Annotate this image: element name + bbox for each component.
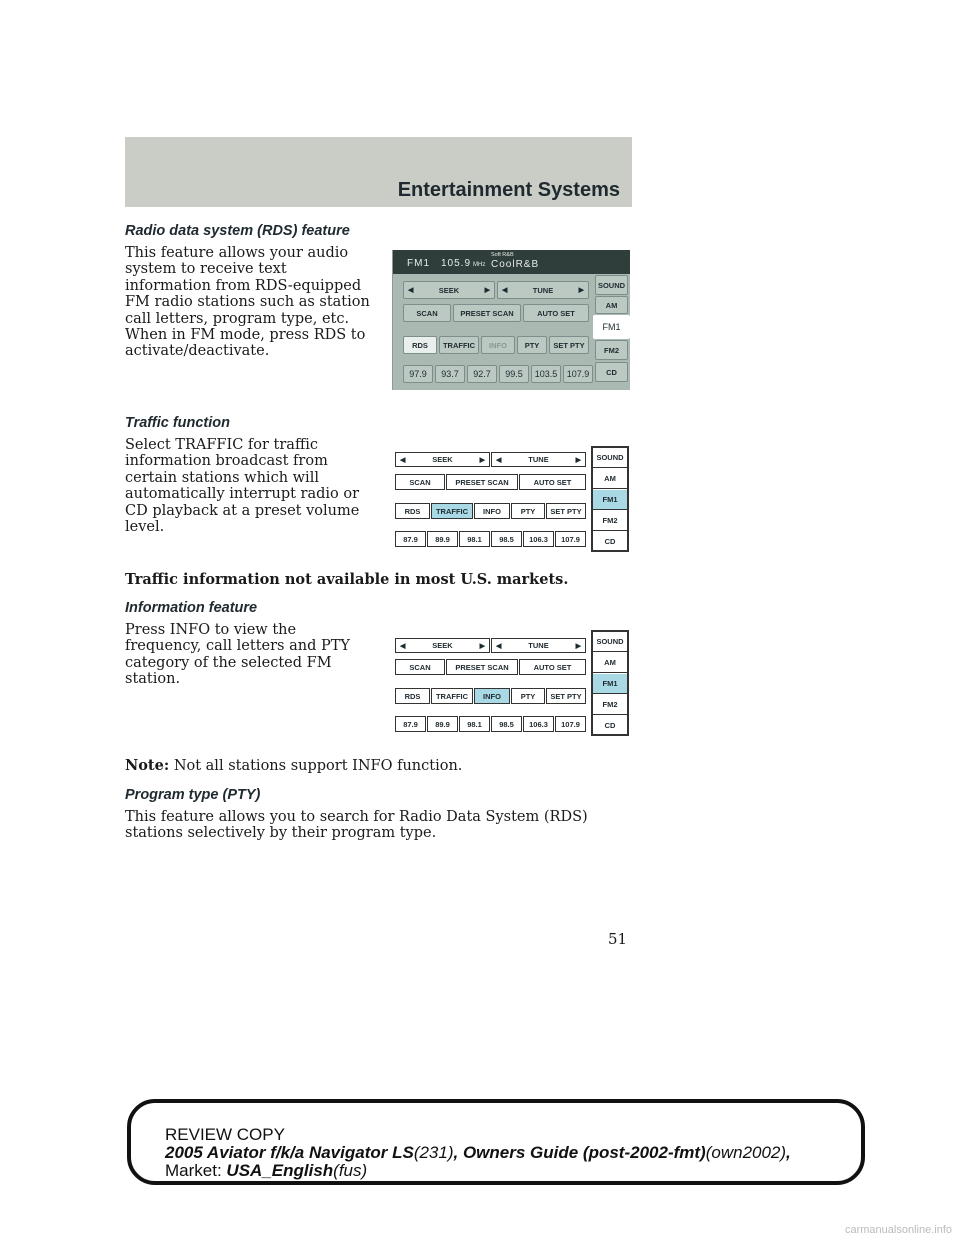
- tune-button[interactable]: ◀ TUNE ▶: [491, 452, 586, 467]
- fm1-button[interactable]: FM1: [593, 674, 627, 694]
- preset-button-3[interactable]: 92.7: [467, 365, 497, 383]
- preset-scan-button[interactable]: PRESET SCAN: [446, 474, 518, 490]
- info-radio-display: [395, 630, 631, 736]
- preset-button-6[interactable]: 107.9: [555, 531, 586, 547]
- model-name: 2005 Aviator f/k/a Navigator LS: [165, 1143, 414, 1162]
- preset-button-2[interactable]: 89.9: [427, 716, 458, 732]
- footer-market-line: [165, 1161, 367, 1181]
- rds-body: This feature allows your audio system to receive text information from RDS-equipped FM radio stations such as station call letters, program type, etc. When in FM mode, press RDS to activate/deactivate.: [125, 245, 370, 360]
- traffic-body: Select TRAFFIC for traffic information broadcast from certain stations which will automatically interrupt radio or CD playback at a preset volume level.: [125, 437, 360, 536]
- info-note: [125, 758, 630, 774]
- scan-button[interactable]: SCAN: [395, 659, 445, 675]
- seek-button[interactable]: ◀ SEEK ▶: [395, 638, 490, 653]
- traffic-note: Traffic information not available in most U.S. markets.: [125, 571, 569, 588]
- preset-button-4[interactable]: 99.5: [499, 365, 529, 383]
- page-header-band: [125, 137, 632, 207]
- tune-button[interactable]: ◀ TUNE ▶: [497, 281, 589, 299]
- traffic-button[interactable]: TRAFFIC: [439, 336, 479, 354]
- fm1-button[interactable]: FM1: [593, 490, 627, 510]
- cd-button[interactable]: CD: [595, 362, 628, 382]
- preset-button-1[interactable]: 87.9: [395, 531, 426, 547]
- footer-model-line: 2005 Aviator f/k/a Navigator LS(231), Owners Guide (post-2002-fmt)(own2002),: [165, 1143, 791, 1162]
- preset-button-3[interactable]: 98.1: [459, 531, 490, 547]
- preset-button-4[interactable]: 98.5: [491, 531, 522, 547]
- traffic-button[interactable]: TRAFFIC: [431, 688, 473, 704]
- pty-button[interactable]: PTY: [517, 336, 547, 354]
- sound-button[interactable]: SOUND: [593, 632, 627, 652]
- seek-button[interactable]: ◀ SEEK ▶: [395, 452, 490, 467]
- frequency-unit: MHz: [473, 262, 486, 268]
- tune-button[interactable]: ◀ TUNE ▶: [491, 638, 586, 653]
- am-button[interactable]: AM: [595, 296, 628, 314]
- auto-set-button[interactable]: AUTO SET: [523, 304, 589, 322]
- band-label: FM1: [407, 258, 430, 269]
- site-watermark: carmanualsonline.info: [844, 1224, 952, 1236]
- preset-button-1[interactable]: 87.9: [395, 716, 426, 732]
- rds-button[interactable]: RDS: [395, 503, 430, 519]
- pty-body: This feature allows you to search for Radio Data System (RDS) stations selectively by their program type.: [125, 809, 588, 842]
- preset-scan-button[interactable]: PRESET SCAN: [446, 659, 518, 675]
- side-panel: [591, 446, 629, 552]
- preset-button-4[interactable]: 98.5: [491, 716, 522, 732]
- page-number: 51: [608, 930, 628, 948]
- info-button[interactable]: INFO: [481, 336, 515, 354]
- scan-button[interactable]: SCAN: [395, 474, 445, 490]
- am-button[interactable]: AM: [593, 469, 627, 489]
- sound-button[interactable]: SOUND: [595, 275, 628, 295]
- info-body: Press INFO to view the frequency, call letters and PTY category of the selected FM station.: [125, 622, 350, 688]
- model-code: (231): [413, 1143, 454, 1162]
- preset-button-1[interactable]: 97.9: [403, 365, 433, 383]
- traffic-radio-display: [395, 446, 631, 552]
- market-code: (fus): [333, 1161, 368, 1180]
- guide-code: (own2002): [705, 1143, 787, 1162]
- rds-heading: Radio data system (RDS) feature: [125, 223, 350, 239]
- preset-button-5[interactable]: 106.3: [523, 716, 554, 732]
- market-name: USA_English: [226, 1161, 334, 1180]
- preset-button-2[interactable]: 93.7: [435, 365, 465, 383]
- pty-heading: Program type (PTY): [125, 787, 261, 803]
- sound-button[interactable]: SOUND: [593, 448, 627, 468]
- cd-button[interactable]: CD: [593, 716, 627, 734]
- pty-button[interactable]: PTY: [511, 688, 545, 704]
- fm1-button[interactable]: FM1: [593, 315, 630, 339]
- note-label: Note:: [125, 757, 170, 774]
- set-pty-button[interactable]: SET PTY: [546, 503, 586, 519]
- review-copy-label: REVIEW COPY: [165, 1125, 285, 1144]
- radio-status-bar: [393, 250, 630, 274]
- side-panel: [591, 630, 629, 736]
- rds-button[interactable]: RDS: [403, 336, 437, 354]
- preset-button-2[interactable]: 89.9: [427, 531, 458, 547]
- pty-button[interactable]: PTY: [511, 503, 545, 519]
- page-title: Entertainment Systems: [397, 179, 620, 201]
- cd-button[interactable]: CD: [593, 532, 627, 550]
- set-pty-button[interactable]: SET PTY: [549, 336, 589, 354]
- preset-button-5[interactable]: 103.5: [531, 365, 561, 383]
- scan-button[interactable]: SCAN: [403, 304, 451, 322]
- traffic-heading: Traffic function: [125, 415, 230, 431]
- preset-button-6[interactable]: 107.9: [563, 365, 593, 383]
- info-heading: Information feature: [125, 600, 258, 616]
- guide-name: Owners Guide (post-2002-fmt): [462, 1143, 706, 1162]
- rds-radio-display: [392, 250, 630, 390]
- traffic-button[interactable]: TRAFFIC: [431, 503, 473, 519]
- program-type-label: Soft R&B: [491, 252, 514, 258]
- fm2-button[interactable]: FM2: [593, 695, 627, 715]
- fm2-button[interactable]: FM2: [595, 340, 628, 360]
- preset-scan-button[interactable]: PRESET SCAN: [453, 304, 521, 322]
- preset-button-6[interactable]: 107.9: [555, 716, 586, 732]
- frequency-readout: 105.9: [441, 258, 472, 269]
- set-pty-button[interactable]: SET PTY: [546, 688, 586, 704]
- info-button[interactable]: INFO: [474, 688, 510, 704]
- market-label: Market:: [165, 1161, 222, 1180]
- info-button[interactable]: INFO: [474, 503, 510, 519]
- preset-button-3[interactable]: 98.1: [459, 716, 490, 732]
- auto-set-button[interactable]: AUTO SET: [519, 474, 586, 490]
- preset-button-5[interactable]: 106.3: [523, 531, 554, 547]
- note-text: Not all stations support INFO function.: [173, 758, 463, 774]
- fm2-button[interactable]: FM2: [593, 511, 627, 531]
- auto-set-button[interactable]: AUTO SET: [519, 659, 586, 675]
- am-button[interactable]: AM: [593, 653, 627, 673]
- station-name: CoolR&B: [491, 259, 540, 270]
- rds-button[interactable]: RDS: [395, 688, 430, 704]
- seek-button[interactable]: ◀ SEEK ▶: [403, 281, 495, 299]
